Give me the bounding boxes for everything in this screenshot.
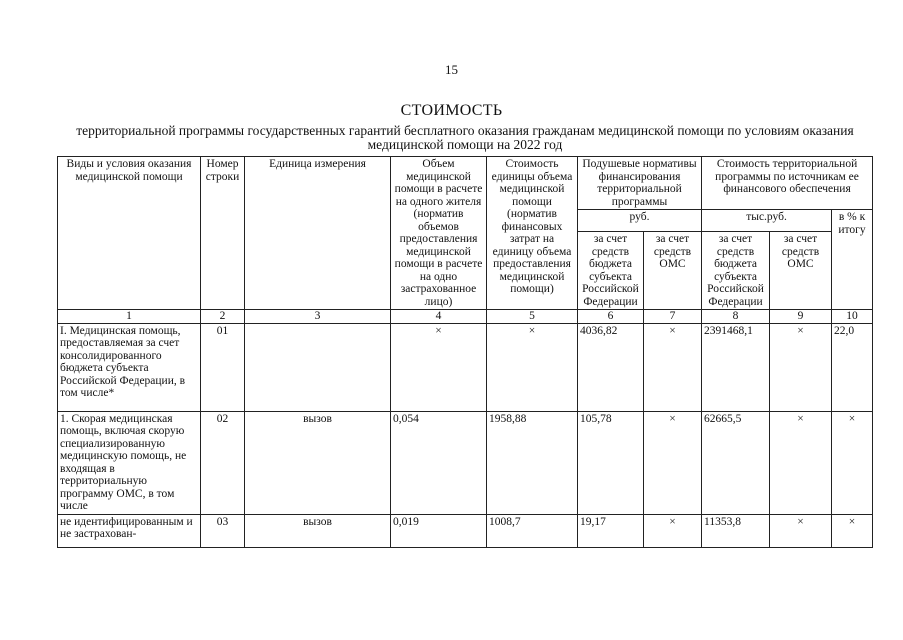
table-row [58,323,873,411]
document-title: СТОИМОСТЬ [400,102,503,119]
row-per-capita-budget: 105,78 [578,411,644,514]
header-row-1 [58,157,873,210]
row-total-oms: × [770,411,832,514]
row-total-budget: 11353,8 [702,514,770,547]
row-name: не идентифицированным и не застрахован- [58,514,201,547]
row-unit: вызов [245,514,391,547]
header-total-group: Стоимость территориальной программы по источникам ее финансового обеспечения [702,157,873,210]
col-number: 2 [201,310,245,324]
header-unit-thousand-rub: тыс.руб. [702,210,832,232]
table-row [58,514,873,547]
cost-table [57,156,873,548]
col-number: 7 [644,310,702,324]
header-unit-rub: руб. [578,210,702,232]
row-percent: × [832,411,873,514]
row-number: 01 [201,323,245,411]
col-number: 4 [391,310,487,324]
header-types: Виды и условия оказания медицинской помощи [58,157,201,310]
row-cost: 1958,88 [487,411,578,514]
col-number: 1 [58,310,201,324]
column-numbers-row [58,310,873,324]
row-percent: 22,0 [832,323,873,411]
col-number: 6 [578,310,644,324]
row-per-capita-oms: × [644,323,702,411]
row-total-oms: × [770,323,832,411]
row-volume: × [391,323,487,411]
header-per-capita-budget: за счет средств бюджета субъекта Российской Федерации [578,232,644,310]
page-number: 15 [445,62,458,77]
row-number: 02 [201,411,245,514]
row-number: 03 [201,514,245,547]
header-percent: в % к итогу [832,210,873,310]
col-number: 8 [702,310,770,324]
row-per-capita-oms: × [644,411,702,514]
row-name: I. Медицинская помощь, предоставляемая за счет консолидированного бюджета субъекта Российской Федерации, в том числе* [58,323,201,411]
row-unit: вызов [245,411,391,514]
row-volume: 0,054 [391,411,487,514]
header-per-capita-oms: за счет средств ОМС [644,232,702,310]
header-cost: Стоимость единицы объема медицинской помощи (норматив финансовых затрат на единицу объема предоставления медицинской помощи) [487,157,578,310]
header-row-number: Номер строки [201,157,245,310]
header-volume: Объем медицинской помощи в расчете на одного жителя (норматив объемов предоставления медицинской помощи в расчете на одно застрахованное лицо) [391,157,487,310]
header-total-oms: за счет средств ОМС [770,232,832,310]
row-volume: 0,019 [391,514,487,547]
row-cost: 1008,7 [487,514,578,547]
col-number: 9 [770,310,832,324]
row-cost: × [487,323,578,411]
table-row [58,411,873,514]
row-total-budget: 2391468,1 [702,323,770,411]
col-number: 10 [832,310,873,324]
row-unit [245,323,391,411]
col-number: 5 [487,310,578,324]
header-per-capita-group: Подушевые нормативы финансирования территориальной программы [578,157,702,210]
row-per-capita-budget: 4036,82 [578,323,644,411]
row-total-oms: × [770,514,832,547]
document-subtitle: территориальной программы государственных гарантий бесплатного оказания гражданам медицинской помощи по условиям оказания медицинской помощи на 2022 год [76,123,854,152]
row-total-budget: 62665,5 [702,411,770,514]
header-total-budget: за счет средств бюджета субъекта Российской Федерации [702,232,770,310]
row-percent: × [832,514,873,547]
row-name: 1. Скорая медицинская помощь, включая скорую специализированную медицинскую помощь, не входящая в территориальную программу ОМС, в том числе [58,411,201,514]
col-number: 3 [245,310,391,324]
row-per-capita-oms: × [644,514,702,547]
header-unit: Единица измерения [245,157,391,310]
row-per-capita-budget: 19,17 [578,514,644,547]
